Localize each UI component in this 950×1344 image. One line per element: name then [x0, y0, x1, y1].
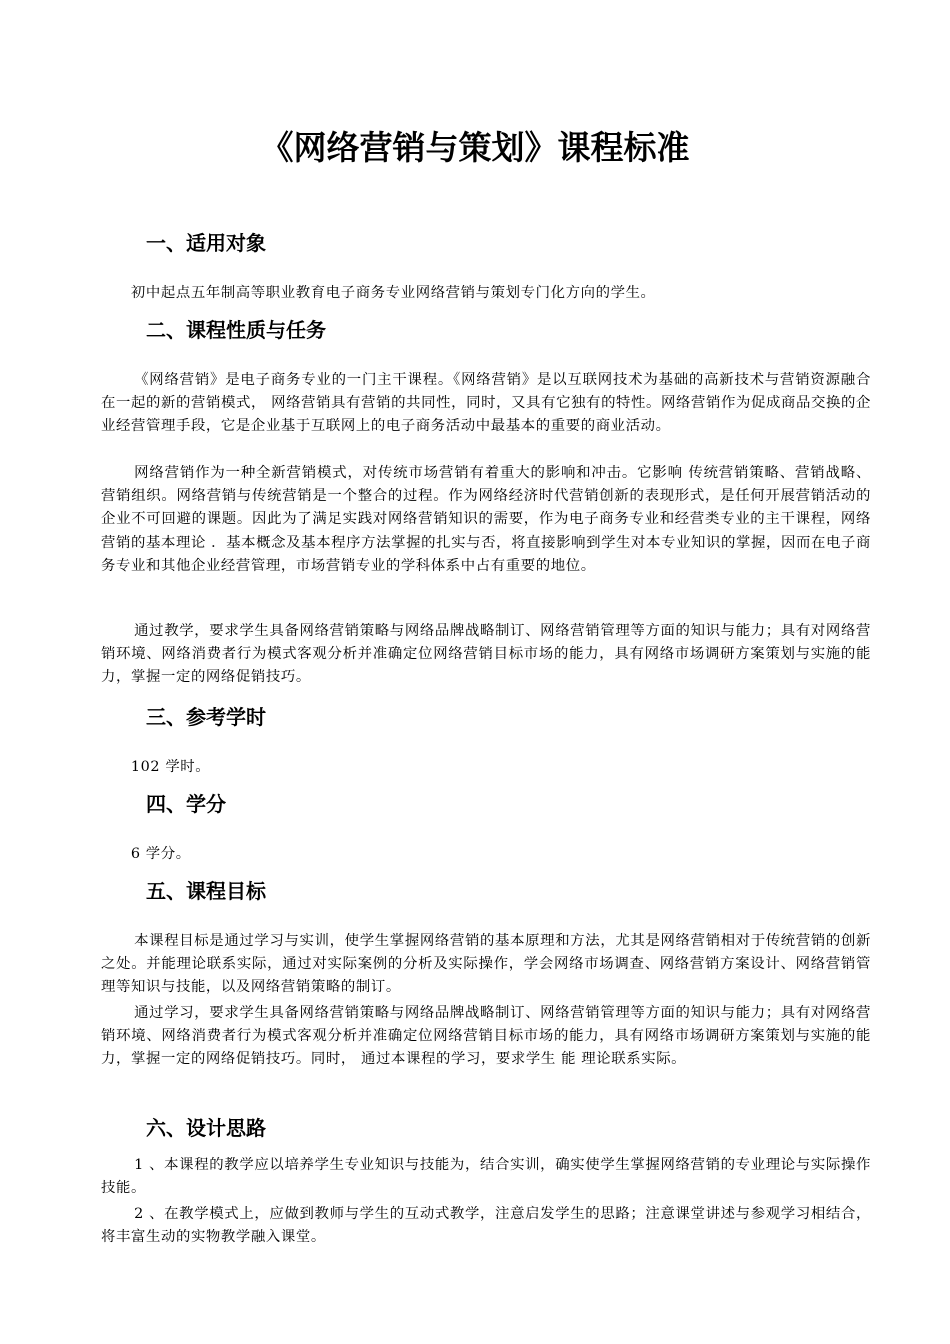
section-heading-credits: 四、学分: [146, 792, 226, 816]
section-heading-course-objectives: 五、课程目标: [146, 879, 266, 903]
section-heading-applicable-audience: 一、适用对象: [146, 231, 266, 255]
section-paragraph: 1 、本课程的教学应以培养学生专业知识与技能为，结合实训，确实使学生掌握网络营销的专业理论与实际操作技能。: [101, 1157, 871, 1197]
section-paragraph: 102 学时。: [130, 759, 211, 775]
section-heading-reference-hours: 三、参考学时: [146, 705, 266, 729]
section-heading-course-nature: 二、课程性质与任务: [146, 318, 326, 342]
section-paragraph: 本课程目标是通过学习与实训，使学生掌握网络营销的基本原理和方法，尤其是网络营销相对于传统营销的创新之处。并能理论联系实际，通过对实际案例的分析及实际操作，学会网络市场调查、网络营销方案设计、网络营销管理等知识与技能，以及网络营销策略的制订。: [101, 933, 871, 996]
section-paragraph: 通过学习，要求学生具备网络营销策略与网络品牌战略制订、网络营销管理等方面的知识与能力；具有对网络营销环境、网络消费者行为模式客观分析并准确定位网络营销目标市场的能力，具有网络市场调研方案策划与实施的能力，掌握一定的网络促销技巧。同时， 通过本课程的学习，要求学生 能 理论联系实际。: [101, 1005, 871, 1068]
section-paragraph: 《网络营销》是电子商务专业的一门主干课程。《网络营销》是以互联网技术为基础的高新技术与营销资源融合在一起的新的营销模式， 网络营销具有营销的共同性，同时，又具有它独有的特性。网络营销作为促成商品交换的企业经营管理手段，它是企业基于互联网上的电子商务活动中最基本的重要的商业活动。: [101, 372, 871, 435]
section-paragraph: 初中起点五年制高等职业教育电子商务专业网络营销与策划专门化方向的学生。: [130, 285, 656, 301]
section-paragraph: 2 、在教学模式上，应做到教师与学生的互动式教学，注意启发学生的思路；注意课堂讲述与参观学习相结合，将丰富生动的实物教学融入课堂。: [101, 1206, 871, 1246]
section-paragraph: 6 学分。: [130, 846, 191, 862]
document-title: 《网络营销与策划》课程标准: [260, 128, 690, 167]
section-paragraph: 网络营销作为一种全新营销模式，对传统市场营销有着重大的影响和冲击。它影响 传统营销策略、营销战略、营销组织。网络营销与传统营销是一个整合的过程。作为网络经济时代营销创新的表现形式，是任何开展营销活动的企业不可回避的课题。因此为了满足实践对网络营销知识的需要，作为电子商务专业和经营类专业的主干课程，网络营销的基本理论 ．基本概念及基本程序方法掌握的扎实与否，将直接影响到学生对本专业知识的掌握，因而在电子商务专业和其他企业经营管理，市场营销专业的学科体系中占有重要的地位。: [101, 465, 871, 574]
section-paragraph: 通过教学，要求学生具备网络营销策略与网络品牌战略制订、网络营销管理等方面的知识与能力；具有对网络营销环境、网络消费者行为模式客观分析并准确定位网络营销目标市场的能力，具有网络市场调研方案策划与实施的能力，掌握一定的网络促销技巧。: [101, 623, 871, 686]
section-heading-design-approach: 六、设计思路: [146, 1116, 266, 1140]
